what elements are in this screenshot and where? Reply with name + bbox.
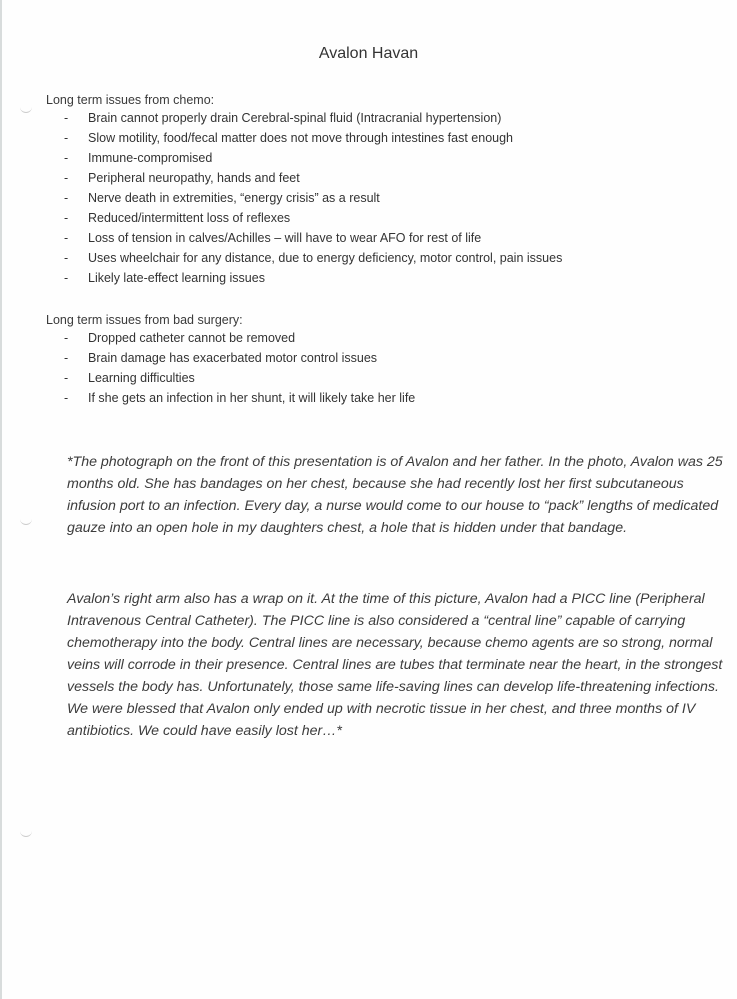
page-title: Avalon Havan — [318, 45, 419, 62]
list-item: - Learning difficulties — [62, 368, 415, 388]
list-item: - Reduced/intermittent loss of reflexes — [62, 208, 562, 228]
punch-hole-mark — [20, 830, 32, 837]
list-item: - Brain cannot properly drain Cerebral-spinal fluid (Intracranial hypertension) — [62, 108, 562, 128]
page-edge — [0, 0, 2, 999]
list-item: - Slow motility, food/fecal matter does not move through intestines fast enough — [62, 128, 562, 148]
list-item: - Uses wheelchair for any distance, due to energy deficiency, motor control, pain issues — [62, 248, 562, 268]
list-item: - Immune-compromised — [62, 148, 562, 168]
list-item: - Loss of tension in calves/Achilles – will have to wear AFO for rest of life — [62, 228, 562, 248]
list-item: - Likely late-effect learning issues — [62, 268, 562, 288]
list-item: - Nerve death in extremities, “energy crisis” as a result — [62, 188, 562, 208]
list-item: - Dropped catheter cannot be removed — [62, 328, 415, 348]
photo-note-paragraph: *The photograph on the front of this presentation is of Avalon and her father. In the photo, Avalon was 25 months old. She has bandages on her chest, because she had recently lost her first subcutaneous infusion port to an infection. Every day, a nurse would come to our house to “pack” lengths of medicated gauze into an open hole in my daughters chest, a hole that is hidden under that bandage. — [67, 454, 723, 536]
chemo-issues-list — [62, 108, 562, 288]
punch-hole-mark — [20, 518, 32, 525]
section-heading-chemo: Long term issues from chemo: — [46, 93, 215, 107]
punch-hole-mark — [20, 106, 32, 113]
surgery-issues-list — [62, 328, 415, 408]
list-item: - Peripheral neuropathy, hands and feet — [62, 168, 562, 188]
list-item: - If she gets an infection in her shunt, it will likely take her life — [62, 388, 415, 408]
section-heading-surgery: Long term issues from bad surgery: — [46, 313, 243, 327]
picc-line-paragraph: Avalon’s right arm also has a wrap on it. At the time of this picture, Avalon had a PICC line (Peripheral Intravenous Central Catheter). The PICC line is also considered a “central line” capable of carrying chemotherapy into the body. Central lines are necessary, because chemo agents are so strong, normal veins will corrode in their presence. Central lines are tubes that terminate near the heart, in the strongest vessels the body has. Unfortunately, those same life-saving lines can develop life-threatening infections. We were blessed that Avalon only ended up with necrotic tissue in her chest, and three months of IV antibiotics. We could have easily lost her…* — [67, 591, 723, 739]
list-item: - Brain damage has exacerbated motor control issues — [62, 348, 415, 368]
